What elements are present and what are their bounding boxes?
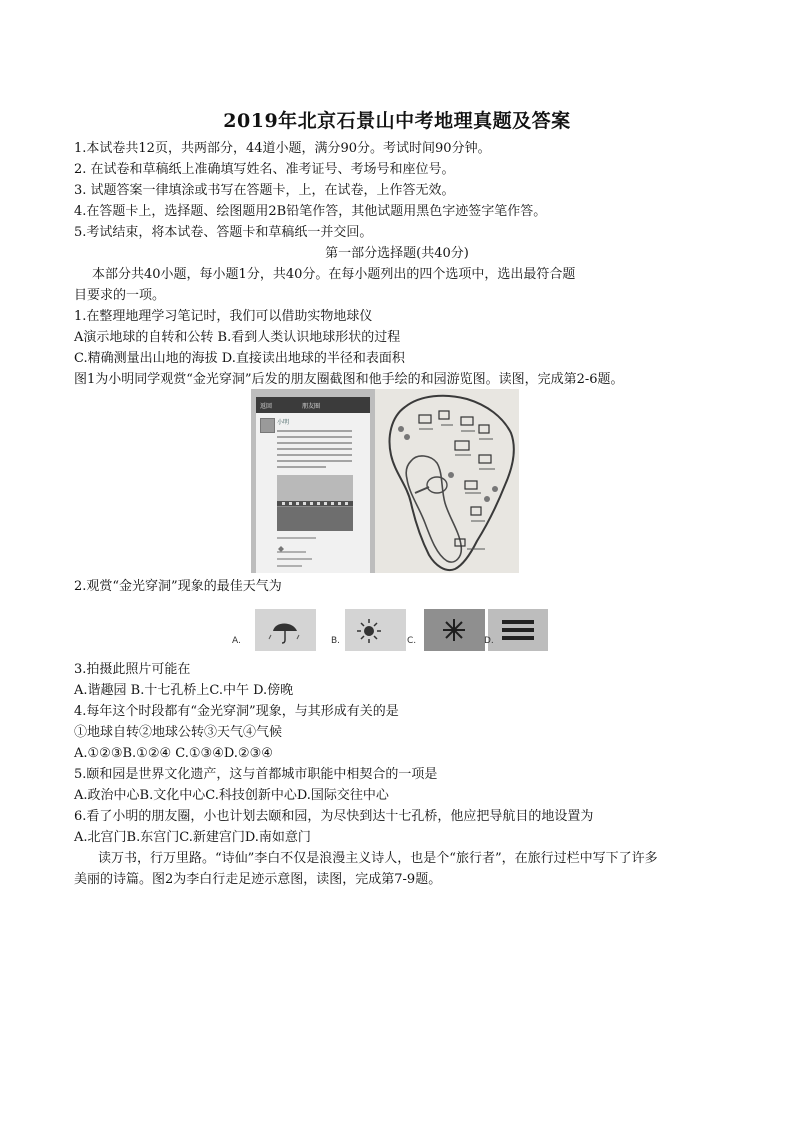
weather-option-a-label: A. — [232, 636, 241, 646]
q5-stem: 5.颐和园是世界文化遗产，这与首都城市职能中相契合的一项是 — [74, 767, 438, 782]
q2-stem: 2.观赏“金光穿洞”现象的最佳天气为 — [74, 579, 282, 594]
fig1-caption: 图1为小明同学观赏“金光穿洞”后发的朋友圈截图和他手绘的和园游览图。读图，完成第2-6题。 — [74, 372, 624, 387]
instruction-1: 1.本试卷共12页，共两部分，44道小题，满分90分。考试时间90分钟。 — [74, 141, 491, 156]
part1-heading: 第一部分选择题(共40分) — [325, 246, 469, 261]
wechat-moments-screen — [256, 397, 370, 573]
q1-stem: 1.在整理地理学习笔记时，我们可以借助实物地球仪 — [74, 309, 373, 324]
weather-option-d-label: D. — [484, 636, 494, 646]
figure-1 — [251, 389, 519, 573]
page-title: 2019年北京石景山中考地理真题及答案 — [223, 110, 571, 132]
q1-options-line1: A演示地球的自转和公转 B.看到人类认识地球形状的过程 — [74, 330, 401, 345]
weather-option-c-label: C. — [407, 636, 417, 646]
q4-stem: 4.每年这个时段都有“金光穿洞”现象，与其形成有关的是 — [74, 704, 399, 719]
q6-stem: 6.看了小明的朋友圈，小也计划去颐和园，为尽快到达十七孔桥，他应把导航目的地设置为 — [74, 809, 594, 824]
fog-icon — [488, 609, 548, 651]
instruction-2: 2. 在试卷和草稿纸上准确填写姓名、准考证号、考场号和座位号。 — [74, 162, 455, 177]
q6-options: A.北宫门B.东宫门C.新建宫门D.南如意门 — [74, 830, 311, 845]
phone-user-name: 小明 — [277, 419, 290, 426]
weather-option-c-image — [424, 609, 485, 651]
phone-screenshot — [251, 389, 375, 573]
instruction-4: 4.在答题卡上，选择题、绘图题用2B铅笔作答，其他试题用黑色字迹签字笔作答。 — [74, 204, 547, 219]
part1-intro-line1: 本部分共40小题，每小题1分，共40分。在每小题列出的四个选项中，选出最符合题 — [92, 267, 576, 282]
sun-icon — [345, 609, 406, 651]
weather-option-d-image — [488, 609, 548, 651]
weather-option-b-label: B. — [331, 636, 341, 646]
q4-factors: ①地球自转②地球公转③天气④气候 — [74, 725, 283, 740]
heart-icon — [278, 546, 284, 552]
hand-drawn-park-map — [375, 389, 519, 573]
phone-title-label: 朋友圈 — [302, 403, 321, 410]
weather-option-b-image — [345, 609, 406, 651]
instruction-3: 3. 试题答案一律填涂或书写在答题卡，上，在试卷，上作答无效。 — [74, 183, 455, 198]
q4-options: A.①②③B.①②④ C.①③④D.②③④ — [74, 746, 273, 761]
phone-back-label: 返回 — [260, 403, 273, 410]
umbrella-rain-icon — [255, 609, 316, 651]
part1-intro-line2: 目要求的一项。 — [74, 288, 166, 303]
passage-line1: 读万书，行万里路。“诗仙”李白不仅是浪漫主义诗人，也是个“旅行者”，在旅行过栏中写下了许多 — [98, 851, 658, 866]
q3-options: A.谐趣园 B.十七孔桥上C.中午 D.傍晚 — [74, 683, 294, 698]
park-sketch-drawing — [375, 389, 519, 573]
post-text-lines — [256, 397, 370, 573]
weather-option-a-image — [255, 609, 316, 651]
passage-line2: 美丽的诗篇。图2为李白行走足迹示意图，读图，完成第7-9题。 — [74, 872, 442, 887]
q5-options: A.政治中心B.文化中心C.科技创新中心D.国际交往中心 — [74, 788, 389, 803]
q3-stem: 3.拍摄此照片可能在 — [74, 662, 191, 677]
instruction-5: 5.考试结束，将本试卷、答题卡和草稿纸一并交回。 — [74, 225, 373, 240]
q1-options-line2: C.精确测量出山地的海拔 D.直接读出地球的半径和表面积 — [74, 351, 405, 366]
snowflake-icon — [424, 609, 485, 651]
